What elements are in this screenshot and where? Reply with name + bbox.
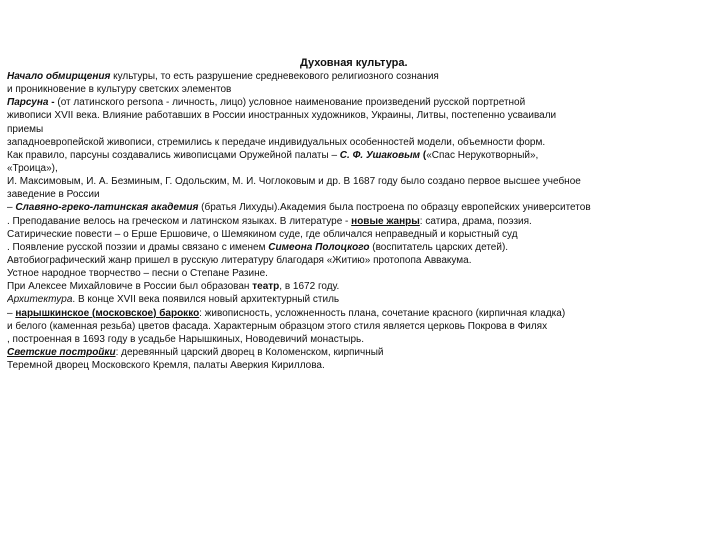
text-line [7,109,713,122]
text-segment: : живописность, усложненность плана, сочетание красного (кирпичная кладка) [199,307,566,319]
text-line [7,162,713,175]
text-line [7,188,713,201]
text-segment: (от латинского persona - личность, лицо) условное наименование произведений русской портретной [57,97,526,109]
text-segment: и белого (каменная резьба) цветов фасада. Характерным образцом этого стиля является церковь Покрова в Филях [7,320,548,332]
text-segment: . Преподавание велось на греческом и латинском языках. В литературе - [7,215,352,227]
text-segment: новые жанры [351,215,420,227]
text-line [7,83,713,96]
text-segment: Начало обмирщения [7,71,111,82]
text-segment: Славяно-греко-латинская академия [15,202,199,214]
slide-title: Духовная культура. [300,57,408,69]
text-segment: Симеона Полоцкого [268,241,370,253]
text-segment: «Троица»), [7,162,58,174]
text-segment: нарышкинское (московское) барокко [15,307,200,319]
text-segment: – [7,307,16,319]
text-line [7,201,713,214]
text-line [7,254,713,267]
text-segment: «Спас Нерукотворный», [426,149,539,161]
text-segment: приемы [7,123,44,135]
text-line [7,175,713,188]
text-line [7,320,713,333]
text-line [7,123,713,136]
text-segment: , в 1672 году. [279,281,340,293]
text-segment: : деревянный царский дворец в Коломенском, кирпичный [115,346,384,358]
text-segment: Архитектура [7,294,73,306]
text-segment: (братья Лихуды).Академия была построена по образцу европейских университетов [198,202,591,214]
text-segment: заведение в России [7,189,100,201]
text-segment: , построенная в 1693 году в усадьбе Нарышкиных, Новодевичий монастырь. [7,333,365,345]
text-segment: Теремной дворец Московского Кремля, палаты Аверкия Кириллова. [7,360,325,372]
text-segment: При Алексее Михайловиче в России был образован [7,281,253,293]
text-segment: . Появление русской поэзии и драмы связано с именем [7,241,269,253]
text-segment: Как правило, парсуны создавались живописцами Оружейной палаты – [7,149,340,161]
text-segment: И. Максимовым, И. А. Безминым, Г. Одольским, М. И. Чоглоковым и др. В 1687 году было создано первое высшее учебное [7,176,581,188]
text-segment: Сатирические повести – о Ерше Ершовиче, о Шемякином суде, где обличался неправедный и корыстный суд [7,228,518,240]
text-line [7,359,713,372]
text-line [7,241,713,254]
text-segment: Парсуна [7,97,49,109]
text-segment: Автобиографический жанр пришел в русскую литературу благодаря «Житию» протопопа Аввакума. [7,254,472,266]
text-segment: : сатира, драма, поэзия. [419,215,532,227]
text-segment: и проникновение в культуру светских элементов [7,84,232,96]
text-line [7,333,713,346]
text-segment: . В конце XVII века появился новый архитектурный стиль [72,294,340,306]
text-line [7,280,713,293]
text-line [7,267,713,280]
text-segment: живописи XVII века. Влияние работавших в России иностранных художников, Украины, Литвы, постепенно усваивали [7,110,557,122]
text-segment: западноевропейской живописи, стремились к передаче индивидуальных особенностей модели, объемности форм. [7,136,546,148]
text-segment: – [7,202,16,214]
text-segment: ( [420,149,427,161]
text-line [7,346,713,359]
slide-body-text [7,70,713,372]
text-line [7,293,713,306]
text-line [7,215,713,228]
text-line [7,228,713,241]
text-line [7,136,713,149]
text-segment: - [48,97,58,109]
text-segment: Светские постройки [7,346,116,358]
text-segment: (воспитатель царских детей). [369,241,509,253]
text-line [7,307,713,320]
text-segment: театр [252,281,280,293]
text-line [7,70,713,83]
text-segment: культуры, то есть разрушение средневекового религиозного сознания [110,71,439,82]
text-segment: С. Ф. Ушаковым [339,149,421,161]
text-segment: Устное народное творчество – песни о Степане Разине. [7,268,268,280]
text-line [7,149,713,162]
text-line [7,96,713,109]
